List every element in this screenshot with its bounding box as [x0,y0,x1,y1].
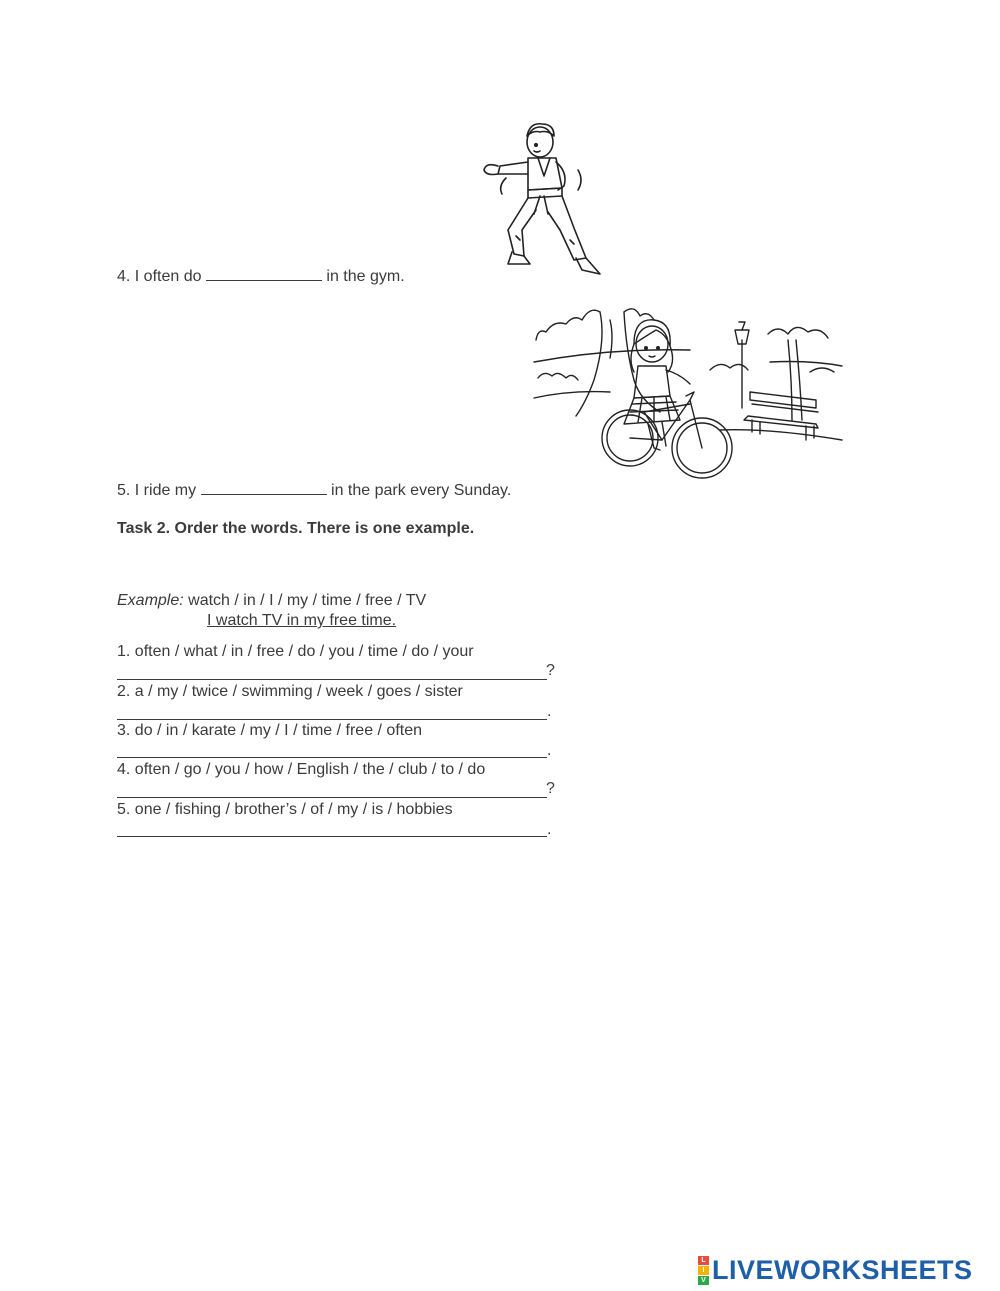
task2-item-2-answer-line[interactable] [117,719,547,720]
task2-item-4-answer-line[interactable] [117,797,547,798]
q5-blank[interactable] [201,480,327,495]
task2-item-3-end: . [547,742,552,759]
task1-question-5 [117,480,511,501]
q5-after: in the park every Sunday. [326,482,512,499]
example-answer: I watch TV in my free time. [207,612,397,629]
logo-block-l: L [698,1256,709,1265]
logo-block-v: V [698,1276,709,1285]
logo-text: LIVEWORKSHEETS [712,1254,973,1285]
task2-item-3-answer-line[interactable] [117,757,547,758]
logo-block-i: I [698,1266,709,1275]
task2-heading: Task 2. Order the words. There is one example. [117,520,475,537]
task2-item-4-end: ? [546,780,555,797]
example-line [117,591,426,611]
task2-item-2-end: . [547,703,552,720]
girl-bike-image [530,300,845,490]
task2-item-5-answer-line[interactable] [117,836,547,837]
task1-question-4 [117,266,405,287]
task2-item-4-words: 4. often / go / you / how / English / the / club / to / do [117,761,486,778]
task2-item-2-words: 2. a / my / twice / swimming / week / goes / sister [117,683,463,700]
task2-item-1-answer-line[interactable] [117,679,547,680]
liveworksheets-logo [698,1255,973,1285]
task2-item-5-words: 5. one / fishing / brother’s / of / my / is / hobbies [117,801,453,818]
task2-item-1-end: ? [546,662,555,679]
q5-before: 5. I ride my [117,482,201,499]
task2-item-1-words: 1. often / what / in / free / do / you / time / do / your [117,643,474,660]
logo-blocks [698,1256,709,1285]
task2-item-3-words: 3. do / in / karate / my / I / time / free / often [117,722,423,739]
karate-boy-image [478,118,608,283]
task2-item-5-end: . [547,821,552,838]
q4-before: 4. I often do [117,268,206,285]
q4-blank[interactable] [206,266,322,281]
example-label: Example: [117,592,184,609]
example-words: watch / in / I / my / time / free / TV [183,592,427,609]
q4-after: in the gym. [321,268,405,285]
